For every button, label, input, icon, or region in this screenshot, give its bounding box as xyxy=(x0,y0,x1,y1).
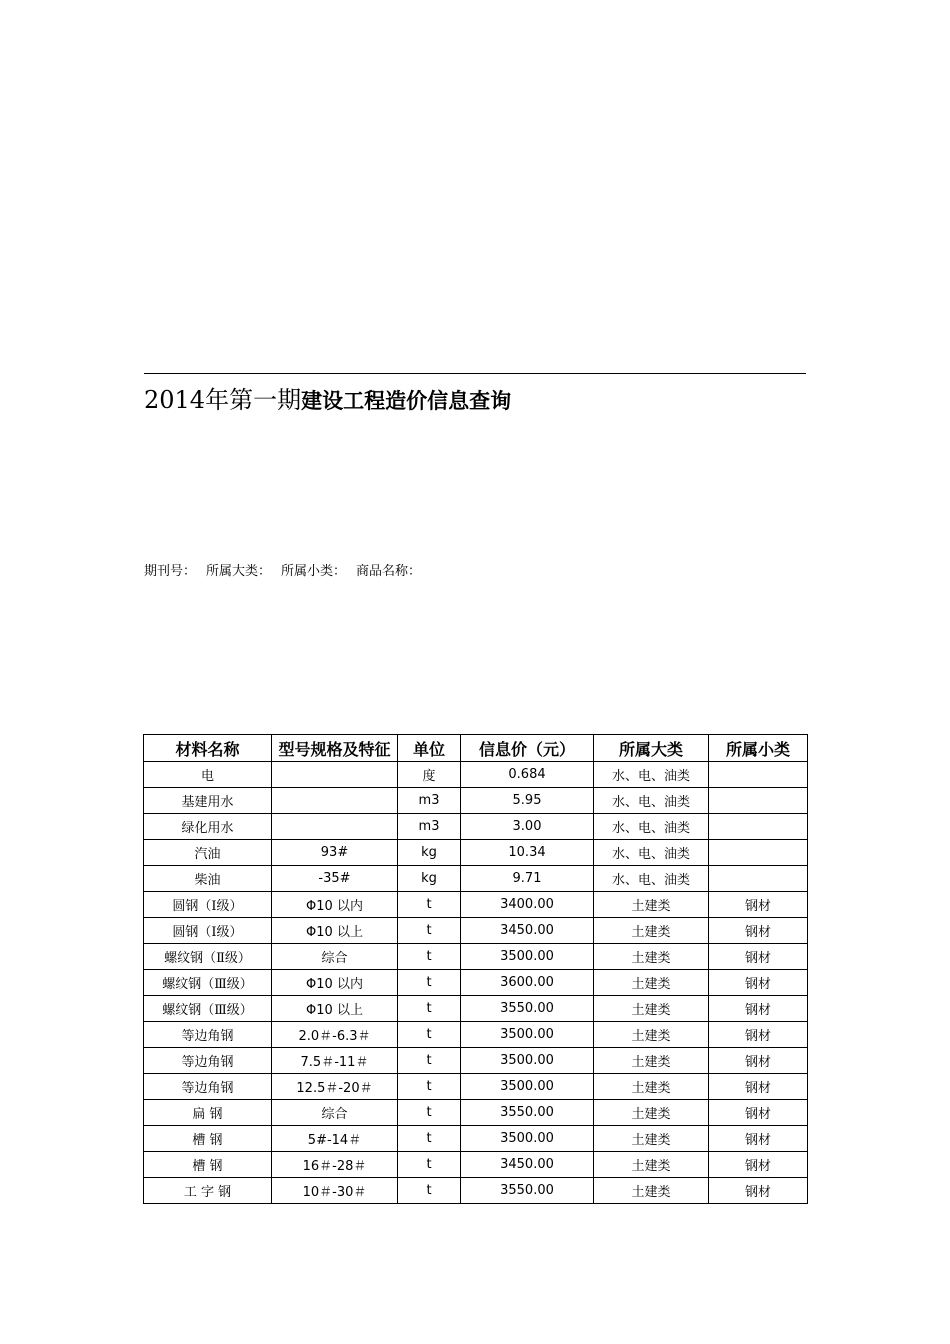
cell-subcategory: 钢材 xyxy=(709,1126,808,1152)
cell-category: 水、电、油类 xyxy=(594,866,709,892)
subcategory-label: 所属小类： xyxy=(281,564,347,579)
cell-price: 3500.00 xyxy=(461,1126,594,1152)
table-row xyxy=(144,1022,808,1048)
cell-material-name: 槽 钢 xyxy=(144,1126,272,1152)
cell-spec: Φ10 以内 xyxy=(272,970,398,996)
product-label: 商品名称： xyxy=(356,564,422,579)
cell-price: 3500.00 xyxy=(461,1048,594,1074)
table-row xyxy=(144,788,808,814)
issue-label: 期刊号： xyxy=(144,564,197,579)
cell-category: 土建类 xyxy=(594,996,709,1022)
cell-material-name: 等边角钢 xyxy=(144,1022,272,1048)
cell-subcategory xyxy=(709,788,808,814)
cell-unit: t xyxy=(398,970,461,996)
cell-spec: Φ10 以上 xyxy=(272,918,398,944)
cell-price: 3.00 xyxy=(461,814,594,840)
cell-unit: t xyxy=(398,1178,461,1204)
cell-unit: t xyxy=(398,1152,461,1178)
page-title-subject: 建设工程造价信息查询 xyxy=(301,389,512,413)
cell-unit: t xyxy=(398,1074,461,1100)
table-row xyxy=(144,892,808,918)
cell-subcategory: 钢材 xyxy=(709,944,808,970)
cell-category: 水、电、油类 xyxy=(594,814,709,840)
cell-unit: t xyxy=(398,1048,461,1074)
table-body xyxy=(144,762,808,1204)
cell-price: 3550.00 xyxy=(461,1178,594,1204)
cell-material-name: 螺纹钢（Ⅱ级） xyxy=(144,944,272,970)
cell-subcategory: 钢材 xyxy=(709,892,808,918)
cell-subcategory: 钢材 xyxy=(709,1022,808,1048)
header-subcategory: 所属小类 xyxy=(709,735,808,762)
page-title xyxy=(144,382,806,422)
header-category: 所属大类 xyxy=(594,735,709,762)
cell-price: 0.684 xyxy=(461,762,594,788)
cell-spec xyxy=(272,762,398,788)
cell-category: 土建类 xyxy=(594,1022,709,1048)
cell-material-name: 等边角钢 xyxy=(144,1048,272,1074)
cell-unit: t xyxy=(398,1022,461,1048)
cell-subcategory: 钢材 xyxy=(709,970,808,996)
cell-material-name: 圆钢（Ⅰ级） xyxy=(144,918,272,944)
cell-category: 土建类 xyxy=(594,1048,709,1074)
table-row xyxy=(144,1126,808,1152)
cell-price: 3450.00 xyxy=(461,918,594,944)
cell-price: 3500.00 xyxy=(461,1022,594,1048)
cell-unit: t xyxy=(398,944,461,970)
table-row xyxy=(144,762,808,788)
cell-unit: kg xyxy=(398,866,461,892)
cell-unit: m3 xyxy=(398,814,461,840)
cell-category: 土建类 xyxy=(594,1152,709,1178)
table-row xyxy=(144,1048,808,1074)
header-unit: 单位 xyxy=(398,735,461,762)
header-spec: 型号规格及特征 xyxy=(272,735,398,762)
cell-material-name: 螺纹钢（Ⅲ级） xyxy=(144,996,272,1022)
cell-price: 10.34 xyxy=(461,840,594,866)
cell-price: 3400.00 xyxy=(461,892,594,918)
cell-subcategory: 钢材 xyxy=(709,1100,808,1126)
table-header-row xyxy=(144,735,808,762)
cell-subcategory: 钢材 xyxy=(709,918,808,944)
cell-subcategory: 钢材 xyxy=(709,1048,808,1074)
cell-category: 水、电、油类 xyxy=(594,840,709,866)
cell-subcategory xyxy=(709,840,808,866)
cell-unit: 度 xyxy=(398,762,461,788)
cell-subcategory: 钢材 xyxy=(709,1152,808,1178)
table-row xyxy=(144,1178,808,1204)
cell-spec: 12.5＃-20＃ xyxy=(272,1074,398,1100)
cell-price: 3550.00 xyxy=(461,1100,594,1126)
table-row xyxy=(144,996,808,1022)
cell-category: 土建类 xyxy=(594,1100,709,1126)
cell-category: 土建类 xyxy=(594,918,709,944)
cell-category: 水、电、油类 xyxy=(594,788,709,814)
cell-category: 土建类 xyxy=(594,1074,709,1100)
table-row xyxy=(144,866,808,892)
page-title-issue: 2014年第一期 xyxy=(144,386,302,414)
cell-unit: t xyxy=(398,918,461,944)
header-material-name: 材料名称 xyxy=(144,735,272,762)
cell-unit: t xyxy=(398,1126,461,1152)
cell-material-name: 工 字 钢 xyxy=(144,1178,272,1204)
cell-material-name: 槽 钢 xyxy=(144,1152,272,1178)
cell-category: 土建类 xyxy=(594,944,709,970)
cell-price: 3500.00 xyxy=(461,1074,594,1100)
cell-material-name: 绿化用水 xyxy=(144,814,272,840)
table-row xyxy=(144,840,808,866)
cell-spec: 7.5＃-11＃ xyxy=(272,1048,398,1074)
cell-spec: 综合 xyxy=(272,944,398,970)
cell-spec xyxy=(272,814,398,840)
price-table xyxy=(143,734,808,1204)
cell-material-name: 螺纹钢（Ⅲ级） xyxy=(144,970,272,996)
cell-material-name: 圆钢（Ⅰ级） xyxy=(144,892,272,918)
cell-spec: 2.0＃-6.3＃ xyxy=(272,1022,398,1048)
table-row xyxy=(144,1152,808,1178)
category-label: 所属大类： xyxy=(206,564,272,579)
table-row xyxy=(144,970,808,996)
cell-subcategory xyxy=(709,762,808,788)
cell-material-name: 基建用水 xyxy=(144,788,272,814)
cell-price: 3500.00 xyxy=(461,944,594,970)
cell-unit: m3 xyxy=(398,788,461,814)
cell-spec: 5#-14＃ xyxy=(272,1126,398,1152)
cell-spec xyxy=(272,788,398,814)
cell-unit: kg xyxy=(398,840,461,866)
cell-category: 土建类 xyxy=(594,892,709,918)
cell-category: 水、电、油类 xyxy=(594,762,709,788)
query-fields xyxy=(144,560,806,580)
cell-subcategory xyxy=(709,866,808,892)
cell-subcategory: 钢材 xyxy=(709,996,808,1022)
cell-subcategory xyxy=(709,814,808,840)
header-price: 信息价（元） xyxy=(461,735,594,762)
cell-spec: 综合 xyxy=(272,1100,398,1126)
cell-spec: 93# xyxy=(272,840,398,866)
table-row xyxy=(144,814,808,840)
cell-unit: t xyxy=(398,996,461,1022)
cell-material-name: 扁 钢 xyxy=(144,1100,272,1126)
cell-material-name: 等边角钢 xyxy=(144,1074,272,1100)
cell-price: 5.95 xyxy=(461,788,594,814)
cell-unit: t xyxy=(398,1100,461,1126)
cell-spec: 16＃-28＃ xyxy=(272,1152,398,1178)
table-row xyxy=(144,1074,808,1100)
cell-spec: Φ10 以上 xyxy=(272,996,398,1022)
cell-material-name: 汽油 xyxy=(144,840,272,866)
cell-material-name: 柴油 xyxy=(144,866,272,892)
title-rule xyxy=(144,373,806,374)
table-row xyxy=(144,1100,808,1126)
cell-spec: -35# xyxy=(272,866,398,892)
cell-subcategory: 钢材 xyxy=(709,1178,808,1204)
cell-category: 土建类 xyxy=(594,970,709,996)
cell-price: 9.71 xyxy=(461,866,594,892)
cell-price: 3550.00 xyxy=(461,996,594,1022)
cell-material-name: 电 xyxy=(144,762,272,788)
cell-price: 3450.00 xyxy=(461,1152,594,1178)
cell-spec: Φ10 以内 xyxy=(272,892,398,918)
table-row xyxy=(144,918,808,944)
cell-category: 土建类 xyxy=(594,1126,709,1152)
cell-subcategory: 钢材 xyxy=(709,1074,808,1100)
cell-spec: 10＃-30＃ xyxy=(272,1178,398,1204)
cell-unit: t xyxy=(398,892,461,918)
cell-category: 土建类 xyxy=(594,1178,709,1204)
cell-price: 3600.00 xyxy=(461,970,594,996)
table-row xyxy=(144,944,808,970)
